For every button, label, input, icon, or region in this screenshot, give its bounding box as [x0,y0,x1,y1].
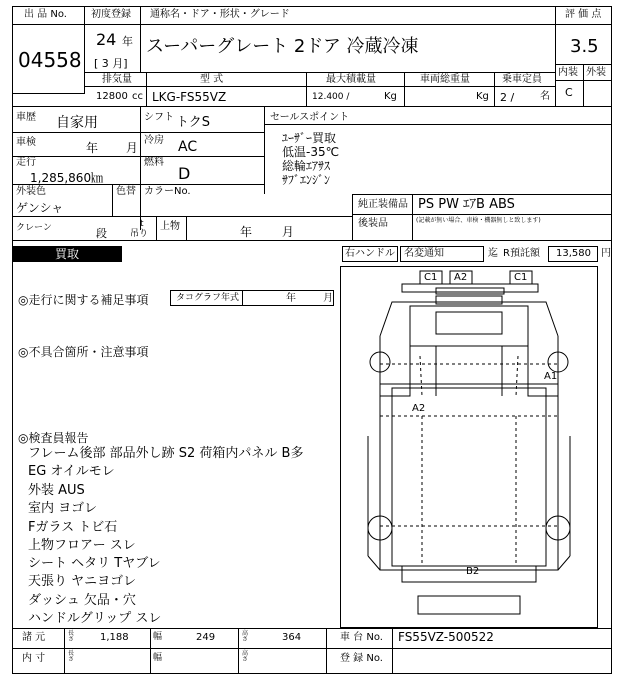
damage-mark: B2 [466,566,480,577]
recycle-deposit: 13,580 [556,248,591,259]
displacement-unit: cc [132,91,143,102]
inspector-line: 外装 AUS [28,483,85,498]
inspector-line: Fガラス トビ石 [28,520,118,535]
cooler: AC [178,139,198,155]
inspector-line: ダッシュ 欠品・穴 [28,593,136,608]
damage-mark: A2 [454,272,468,283]
lot-number: 04558 [18,48,82,72]
color-number-label: カラーNo. [144,186,191,197]
inspection-label: 車検 [16,137,36,148]
shift: トクS [176,115,210,130]
vehicle-name: スーパーグレート 2ドア 冷蔵冷凍 [146,36,419,57]
driving-notes-label: ◎走行に関する補足事項 [18,293,149,307]
interior-grade: C [565,86,573,99]
upper-body-label: 上物 [160,221,180,232]
width: 249 [196,632,216,643]
capacity-label: 乗車定員 [502,74,542,85]
model-grade-label: 通称名・ドア・形状・グレード [150,9,290,20]
crane-label: クレーン [16,223,52,233]
width-label: 幅 [153,632,163,642]
history-label: 車歴 [16,112,36,123]
height-label: 高さ [242,650,249,663]
color: ゲンシャ [16,201,64,215]
max-load-label: 最大積載量 [326,74,376,85]
rating-label: 評 価 点 [565,9,602,20]
recycle-deposit-unit: 円 [601,248,611,259]
damage-mark: C1 [424,272,438,283]
mileage-label: 走行 [16,157,36,168]
history: 自家用 [56,115,98,131]
inspection-date: 年 月 [86,141,138,155]
length-label: 長さ [68,630,75,643]
max-load-unit: Kg [384,91,397,102]
sales-point: ﾕｰｻﾞｰ買取 [282,131,337,145]
first-registration-label: 初度登録 [91,9,131,20]
damage-mark: A1 [544,371,558,382]
interior-grade-label: 内装 [558,67,578,78]
purchase-banner: 買取 [12,246,122,262]
defects-label: ◎不具合箇所・注意事項 [18,345,149,359]
aftermarket-label: 後装品 [358,218,388,229]
standard-equipment-label: 純正装備品 [358,199,408,210]
capacity-unit: 名 [540,91,550,102]
crane-stage: 段 [96,227,107,240]
steering-side: 右ハンドル [345,248,395,259]
displacement: 12800 [96,91,128,102]
tachograph-label: タコグラフ年式 [176,293,240,303]
upper-body-date: 年 月 [240,225,294,239]
damage-mark: A2 [412,403,426,414]
rating-score: 3.5 [570,36,599,57]
shift-label: シフト [144,112,174,123]
inspector-line: ハンドルグリップ スレ [28,611,162,626]
lot-number-label: 出 品 No. [24,9,67,20]
mileage: 1,285,860㎞ [30,171,104,185]
registration-year: 24 [96,30,117,49]
inspector-line: 室内 ヨゴレ [28,501,98,516]
length-label: 長さ [68,650,75,663]
inspector-line: 上物フロアー スレ [28,538,136,553]
recycle-deposit-label: R預託額 [503,248,540,259]
length: 1,188 [100,632,129,643]
cooler-label: 冷房 [144,135,164,146]
color-label: 外装色 [16,186,46,197]
height-label: 高さ [242,630,249,643]
crane-hang: 吊り [130,229,149,239]
chassis-number: FS55VZ-500522 [398,630,494,644]
sales-point: 総輪ｴｱｻｽ [282,159,331,173]
fuel-label: 燃料 [144,157,164,168]
crane-ton: t [140,219,144,229]
inspector-line: シート ヘタリ Tヤブレ [28,556,161,571]
inspector-line: EG オイルモレ [28,464,115,479]
gross-weight-label: 車両総重量 [420,74,470,85]
inspector-line: 天張り ヤニヨゴレ [28,574,137,589]
capacity: 2 / [500,91,515,104]
name-change-deadline: 迄 [488,248,498,259]
height: 364 [282,632,302,643]
sales-point: ｻﾌﾞｴﾝｼﾞﾝ [282,173,331,187]
width-label: 幅 [153,653,163,663]
sales-point: 低温-35℃ [282,145,340,159]
chassis-label: 車 台 No. [340,632,383,643]
gross-weight-unit: Kg [476,91,489,102]
interior-dims-label: 内 寸 [22,653,46,664]
sales-points-title: セールスポイント [270,112,350,123]
max-load: 12.400 / [312,92,350,102]
color-change-label: 色替 [116,186,136,197]
dims-label: 諸 元 [22,632,46,643]
tachograph-date: 年 月 [286,293,334,304]
aftermarket-note: (記載が無い場合、車検・機器無しと致します) [416,217,541,224]
name-change-label: 名変通知 [404,248,444,259]
model-code: LKG-FS55VZ [152,90,227,104]
registration-month: [ 3 月] [94,57,128,70]
exterior-grade-label: 外装 [586,67,606,78]
inspector-report-label: ◎検査員報告 [18,431,89,445]
damage-mark: C1 [514,272,528,283]
displacement-label: 排気量 [102,74,132,85]
registration-year-unit: 年 [122,35,133,48]
standard-equipment: PS PW ｴｱB ABS [418,197,515,212]
fuel: D [178,164,191,183]
registration-number-label: 登 録 No. [340,653,383,664]
inspector-line: フレーム後部 部品外し跡 S2 荷箱内パネル B多 [28,446,304,461]
model-code-label: 型 式 [200,74,224,85]
